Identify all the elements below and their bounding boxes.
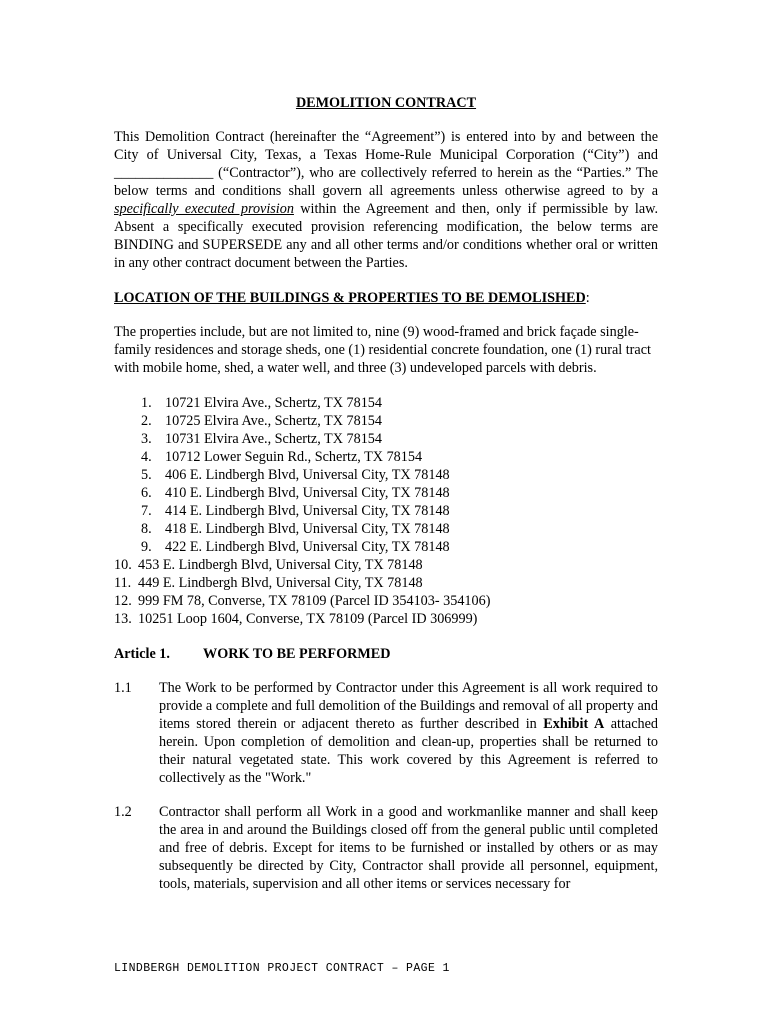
list-item-address: 453 E. Lindbergh Blvd, Universal City, TX 78148 xyxy=(138,557,423,573)
intro-text-part1: This Demolition Contract (hereinafter the “Agreement”) is entered into by and between the City of Universal City, Texas, a Texas Home-Rule Municipal Corporation (“City”) and ______________ (“Contractor”), who are collectively referred to herein as the “Parties.” The below terms and conditions shall govern all agreements unless otherwise agreed to by a xyxy=(114,129,658,199)
list-item xyxy=(141,538,658,556)
list-item-address: 406 E. Lindbergh Blvd, Universal City, TX 78148 xyxy=(165,467,450,483)
list-item xyxy=(141,448,658,466)
list-item xyxy=(141,466,658,484)
specifically-executed-provision-text: specifically executed provision xyxy=(114,201,294,217)
list-item xyxy=(141,412,658,430)
list-item-address: 410 E. Lindbergh Blvd, Universal City, TX 78148 xyxy=(165,485,450,501)
list-item-address: 999 FM 78, Converse, TX 78109 (Parcel ID 354103- 354106) xyxy=(138,593,491,609)
list-item xyxy=(141,394,658,412)
intro-paragraph xyxy=(114,128,658,272)
intro-text-part2: within the Agreement and then, only if permissible by law. Absent a specifically executed provision referencing modification, the below terms are BINDING and SUPERSEDE any and all other terms and/or conditions whether oral or written in any other contract document between the Parties. xyxy=(114,201,659,271)
list-item-address: 449 E. Lindbergh Blvd, Universal City, TX 78148 xyxy=(138,575,423,591)
section-number: 1.1 xyxy=(114,680,132,696)
section-text: Contractor shall perform all Work in a good and workmanlike manner and shall keep the area in and around the Buildings closed off from the general public until completed and free of debris. Except for items to be furnished or installed by others or as may subsequently be directed by City, Contractor shall provide all personnel, equipment, tools, materials, supervision and all other items or services necessary for xyxy=(159,804,658,892)
list-item-number: 6. xyxy=(141,485,152,501)
section-text-part1: The Work to be performed by Contractor under this Agreement is all work required to provide a complete and full demolition of the Buildings and removal of all property and items stored therein or adjacent thereto as further described in xyxy=(159,680,658,732)
list-item xyxy=(114,610,658,628)
list-item-number: 13. xyxy=(114,611,132,627)
list-item-number: 10. xyxy=(114,557,132,573)
location-heading xyxy=(114,289,658,307)
properties-paragraph: The properties include, but are not limited to, nine (9) wood-framed and brick façade single-family residences and storage sheds, one (1) residential concrete foundation, one (1) rural tract with mobile home, shed, a water well, and three (3) undeveloped parcels with debris. xyxy=(114,324,651,376)
address-list xyxy=(114,394,658,628)
list-item xyxy=(114,592,658,610)
list-item-address: 418 E. Lindbergh Blvd, Universal City, TX 78148 xyxy=(165,521,450,537)
list-item xyxy=(141,484,658,502)
exhibit-a-reference: Exhibit A xyxy=(543,716,605,732)
section-1-1 xyxy=(114,679,658,787)
list-item-number: 7. xyxy=(141,503,152,519)
section-number: 1.2 xyxy=(114,804,132,820)
list-item-address: 10721 Elvira Ave., Schertz, TX 78154 xyxy=(165,395,382,411)
list-item xyxy=(114,574,658,592)
list-item-address: 10725 Elvira Ave., Schertz, TX 78154 xyxy=(165,413,382,429)
section-text-part2: attached herein. Upon completion of demolition and clean-up, properties shall be returned to their natural vegetated state. This work covered by this Agreement is referred to collectively as the "Work." xyxy=(159,716,658,786)
list-item xyxy=(141,502,658,520)
list-item-number: 8. xyxy=(141,521,152,537)
list-item xyxy=(141,520,658,538)
page-footer: LINDBERGH DEMOLITION PROJECT CONTRACT – PAGE 1 xyxy=(114,962,450,975)
article-label: Article 1. xyxy=(114,646,170,662)
article-title: WORK TO BE PERFORMED xyxy=(203,646,391,662)
list-item-number: 11. xyxy=(114,575,132,591)
article-heading xyxy=(114,645,658,663)
list-item-address: 414 E. Lindbergh Blvd, Universal City, TX 78148 xyxy=(165,503,450,519)
location-heading-colon: : xyxy=(585,290,590,306)
list-item-address: 422 E. Lindbergh Blvd, Universal City, TX 78148 xyxy=(165,539,450,555)
location-heading-text: LOCATION OF THE BUILDINGS & PROPERTIES TO BE DEMOLISHED xyxy=(114,290,586,306)
section-text xyxy=(159,679,658,787)
list-item-number: 4. xyxy=(141,449,152,465)
list-item-address: 10251 Loop 1604, Converse, TX 78109 (Parcel ID 306999) xyxy=(138,611,478,627)
document-body xyxy=(114,94,658,909)
list-item-address: 10712 Lower Seguin Rd., Schertz, TX 78154 xyxy=(165,449,423,465)
list-item-number: 3. xyxy=(141,431,152,447)
list-item-address: 10731 Elvira Ave., Schertz, TX 78154 xyxy=(165,431,382,447)
list-item-number: 12. xyxy=(114,593,132,609)
list-item xyxy=(141,430,658,448)
list-item xyxy=(114,556,658,574)
list-item-number: 1. xyxy=(141,395,152,411)
list-item-number: 2. xyxy=(141,413,152,429)
document-title: DEMOLITION CONTRACT xyxy=(295,95,477,111)
section-1-2 xyxy=(114,803,658,893)
list-item-number: 9. xyxy=(141,539,152,555)
list-item-number: 5. xyxy=(141,467,152,483)
